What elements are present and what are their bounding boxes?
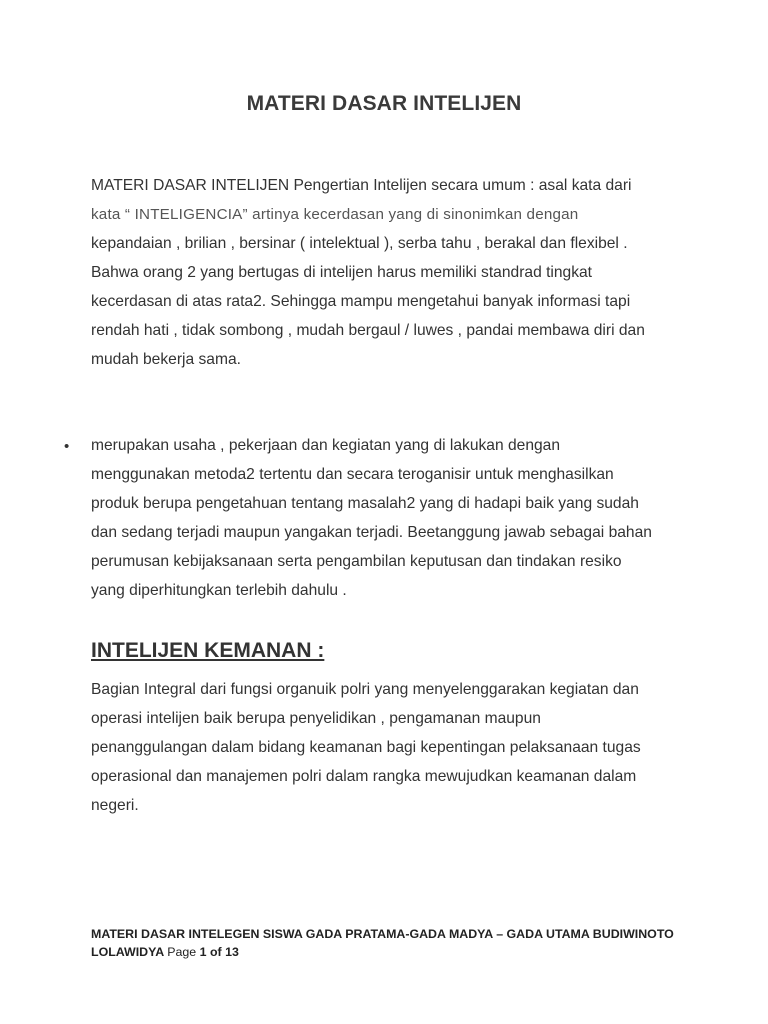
bullet-marker: •	[64, 438, 70, 455]
footer-page-total: 13	[225, 945, 239, 959]
footer-page-info	[91, 943, 239, 961]
bullet-line: produk berupa pengetahuan tentang masalah2 yang di hadapi baik yang sudah	[91, 495, 639, 512]
footer-page-current: 1	[199, 945, 207, 959]
bullet-line: perumusan kebijaksanaan serta pengambilan keputusan dan tindakan resiko	[91, 553, 622, 570]
intro-line: MATERI DASAR INTELIJEN Pengertian Intelijen secara umum : asal kata dari	[91, 177, 632, 194]
section-heading: INTELIJEN KEMANAN :	[91, 639, 325, 662]
section-line: operasional dan manajemen polri dalam rangka mewujudkan keamanan dalam	[91, 768, 637, 785]
intro-line: kecerdasan di atas rata2. Sehingga mampu mengetahui banyak informasi tapi	[91, 293, 631, 310]
intro-line: mudah bekerja sama.	[91, 351, 241, 368]
footer-line: MATERI DASAR INTELEGEN SISWA GADA PRATAMA-GADA MADYA – GADA UTAMA BUDIWINOTO	[91, 927, 674, 941]
footer-page-of: of	[209, 945, 222, 959]
bullet-line: merupakan usaha , pekerjaan dan kegiatan yang di lakukan dengan	[91, 437, 561, 454]
bullet-line: menggunakan metoda2 tertentu dan secara teroganisir untuk menghasilkan	[91, 466, 614, 483]
intro-line: Bahwa orang 2 yang bertugas di intelijen harus memiliki standrad tingkat	[91, 264, 593, 281]
section-line: Bagian Integral dari fungsi organuik polri yang menyelenggarakan kegiatan dan	[91, 681, 639, 698]
footer-page-label: Page	[167, 945, 197, 959]
intro-line: kata “ INTELIGENCIA” artinya kecerdasan yang di sinonimkan dengan	[91, 206, 579, 223]
bullet-line: yang diperhitungkan terlebih dahulu .	[91, 582, 347, 599]
section-line: negeri.	[91, 797, 139, 814]
intro-line: rendah hati , tidak sombong , mudah bergaul / luwes , pandai membawa diri dan	[91, 322, 645, 339]
section-line: operasi intelijen baik berupa penyelidikan , pengamanan maupun	[91, 710, 541, 727]
section-line: penanggulangan dalam bidang keamanan bagi kepentingan pelaksanaan tugas	[91, 739, 641, 756]
document-title: MATERI DASAR INTELIJEN	[246, 92, 522, 115]
bullet-line: dan sedang terjadi maupun yangakan terjadi. Beetanggung jawab sebagai bahan	[91, 524, 652, 541]
intro-line: kepandaian , brilian , bersinar ( intelektual ), serba tahu , berakal dan flexibel .	[91, 235, 628, 252]
footer-author: LOLAWIDYA	[91, 945, 164, 959]
